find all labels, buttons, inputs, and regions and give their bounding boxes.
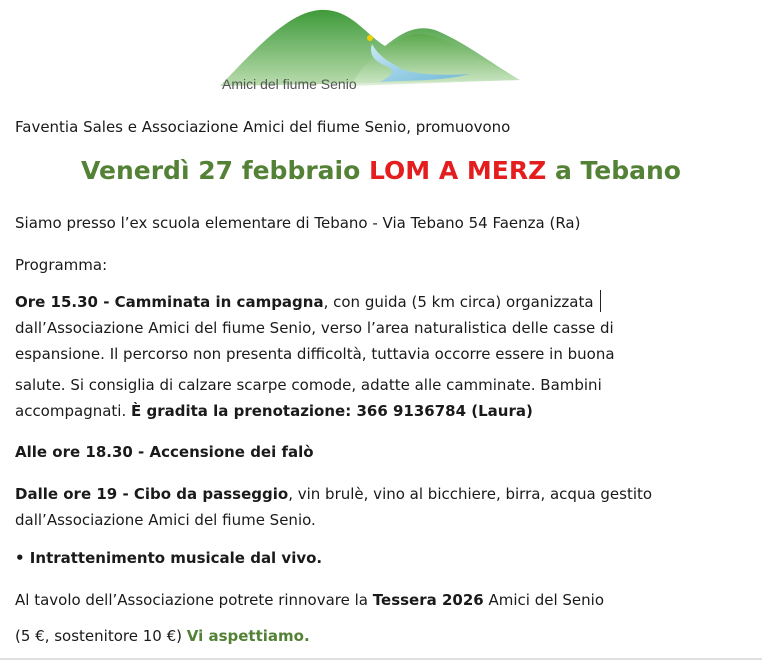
food-line-1 — [15, 481, 652, 507]
bonfire-text: Alle ore 18.30 - Accensione dei falò — [15, 443, 314, 461]
membership-text-after: Amici del Senio — [483, 591, 604, 609]
music-line — [15, 545, 322, 571]
title-date: Venerdì 27 febbraio — [81, 156, 369, 185]
programma-label: Programma: — [15, 256, 108, 274]
booking-info: È gradita la prenotazione: 366 9136784 (Laura) — [131, 402, 533, 420]
text-cursor — [600, 290, 601, 312]
membership-text-before: Al tavolo dell’Associazione potrete rinnovare la — [15, 591, 373, 609]
membership-line — [15, 587, 604, 613]
walk-line-5 — [15, 398, 533, 424]
walk-line-4: salute. Si consiglia di calzare scarpe comode, adatte alle camminate. Bambini — [15, 376, 602, 394]
walk-line-5-text: accompagnati. — [15, 402, 131, 420]
logo-name: Amici del fiume Senio — [222, 76, 357, 92]
bonfire-line — [15, 439, 314, 465]
walk-line-2: dall’Associazione Amici del fiume Senio, verso l’area naturalistica delle casse di — [15, 319, 614, 337]
intro-line: Faventia Sales e Associazione Amici del fiume Senio, promuovono — [15, 118, 511, 136]
walk-line-1-rest: , con guida (5 km circa) organizzata — [323, 293, 594, 311]
location-line: Siamo presso l’ex scuola elementare di Tebano - Via Tebano 54 Faenza (Ra) — [15, 214, 581, 232]
closing-greeting: Vi aspettiamo. — [186, 627, 310, 645]
membership-card: Tessera 2026 — [372, 591, 484, 609]
food-time-title: Dalle ore 19 - Cibo da passeggio — [15, 485, 289, 503]
music-text: • Intrattenimento musicale dal vivo. — [15, 549, 323, 567]
association-logo — [200, 4, 530, 104]
food-line-1-rest: , vin brulè, vino al bicchiere, birra, acqua gestito — [288, 485, 653, 503]
food-line-2: dall’Associazione Amici del fiume Senio. — [15, 511, 316, 529]
closing-line — [15, 623, 310, 649]
walk-time-title: Ore 15.30 - Camminata in campagna — [15, 293, 324, 311]
title-event-name: LOM A MERZ — [368, 156, 547, 185]
walk-line-1 — [15, 289, 601, 315]
closing-price: (5 €, sostenitore 10 €) — [15, 627, 187, 645]
event-title — [0, 156, 762, 185]
title-place: a Tebano — [546, 156, 681, 185]
walk-line-3: espansione. Il percorso non presenta difficoltà, tuttavia occorre essere in buona — [15, 345, 615, 363]
